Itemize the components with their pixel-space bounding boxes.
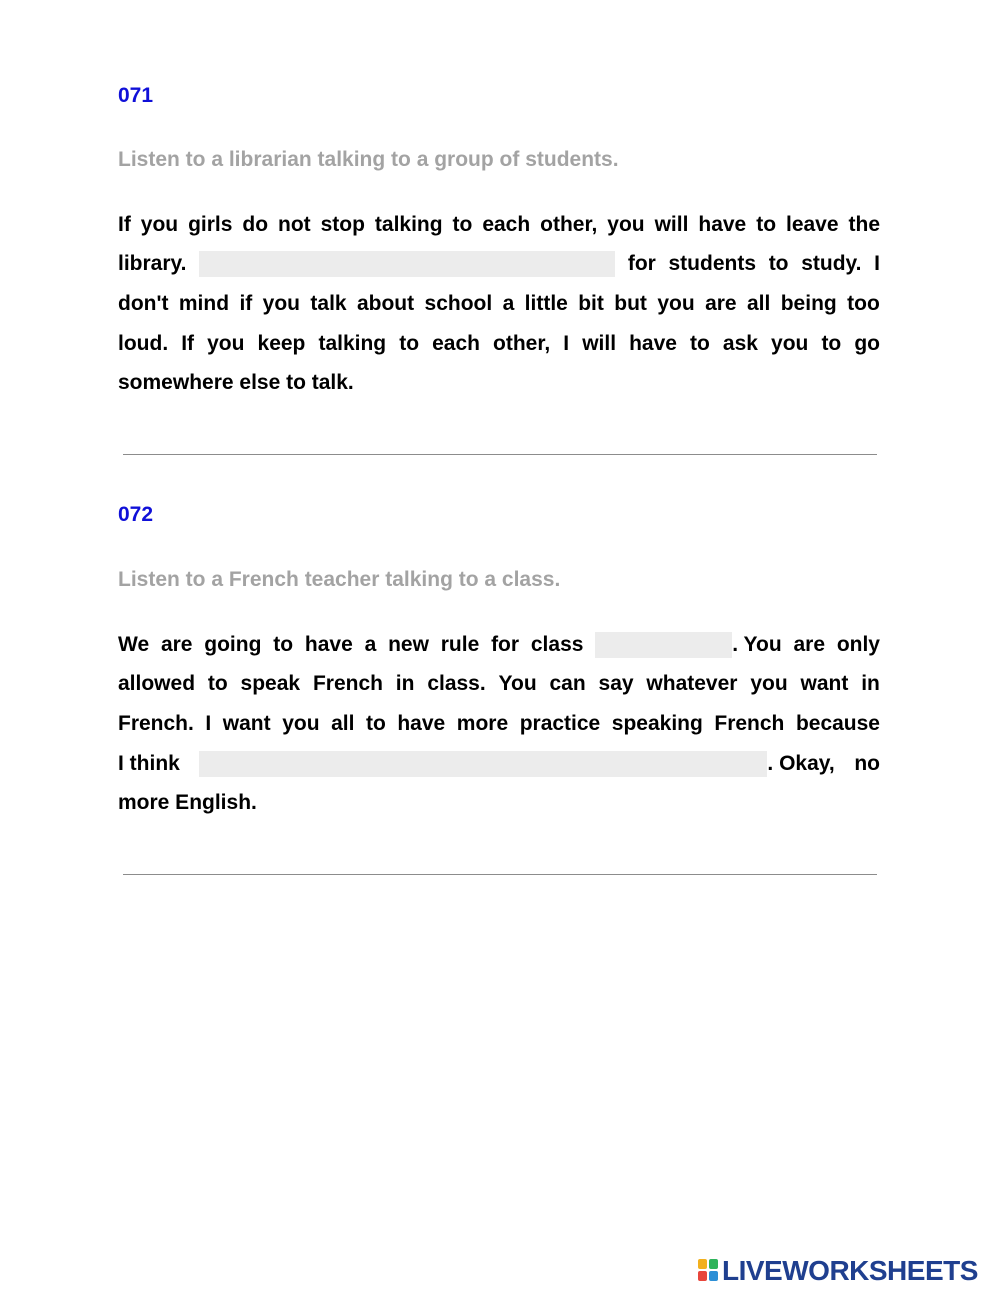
word: to <box>207 672 228 695</box>
passage-line <box>118 244 880 283</box>
word: to <box>768 252 789 275</box>
word: will <box>582 332 617 355</box>
logo-text: LIVEWORKSHEETS <box>722 1255 978 1286</box>
word: you <box>262 292 300 315</box>
word: have <box>698 213 747 236</box>
word: you <box>750 672 788 695</box>
word: new <box>388 633 429 656</box>
word: talking <box>374 213 443 236</box>
answer-blank[interactable] <box>199 751 767 777</box>
word: going <box>204 633 262 656</box>
word: being <box>780 292 837 315</box>
word: can <box>549 672 586 695</box>
word: to <box>365 712 386 735</box>
liveworksheets-logo-icon <box>698 1259 720 1283</box>
word: to <box>756 213 777 236</box>
word: allowed <box>118 672 196 695</box>
word: no <box>854 752 880 775</box>
section-divider <box>123 454 877 455</box>
word: . Okay, <box>767 752 835 775</box>
word: more <box>456 712 509 735</box>
word: loud. <box>118 332 169 355</box>
word: about <box>356 292 415 315</box>
word: French <box>312 672 383 695</box>
word: library. <box>118 252 187 275</box>
word: a <box>364 633 377 656</box>
passage-line <box>118 664 880 703</box>
word: You <box>498 672 537 695</box>
passage-line <box>118 324 880 363</box>
word: all <box>331 712 355 735</box>
word: to <box>690 332 710 355</box>
passage-line: more English. <box>118 791 257 814</box>
word: other, <box>493 332 551 355</box>
passage-line <box>118 205 880 244</box>
word: are <box>705 292 737 315</box>
word: talking <box>318 332 387 355</box>
passage-line <box>118 625 880 664</box>
word: ask <box>722 332 758 355</box>
word: want <box>222 712 271 735</box>
word: speaking <box>611 712 703 735</box>
word: students <box>668 252 757 275</box>
word: you <box>771 332 809 355</box>
word: to <box>452 213 473 236</box>
word: have <box>397 712 446 735</box>
word: for <box>491 633 520 656</box>
word: other, <box>540 213 598 236</box>
word: do <box>242 213 269 236</box>
word: rule <box>440 633 480 656</box>
word: class. <box>427 672 486 695</box>
word: will <box>654 213 689 236</box>
word: class <box>530 633 584 656</box>
word: I <box>874 252 880 275</box>
passage-line: somewhere else to talk. <box>118 371 354 394</box>
word: If <box>118 213 131 236</box>
passage-line <box>118 284 880 323</box>
word: don't <box>118 292 169 315</box>
word: If <box>181 332 195 355</box>
word: keep <box>257 332 306 355</box>
word: you <box>607 213 645 236</box>
word: but <box>614 292 647 315</box>
passage-line <box>118 704 880 743</box>
word: you <box>140 213 179 236</box>
question-number: 072 <box>118 503 154 526</box>
word: French <box>714 712 785 735</box>
word: for <box>627 252 656 275</box>
word: bit <box>578 292 604 315</box>
liveworksheets-logo <box>698 1256 978 1286</box>
word: are <box>793 633 825 656</box>
word: the <box>848 213 880 236</box>
word: too <box>847 292 880 315</box>
blank-group <box>595 625 781 664</box>
word: because <box>795 712 880 735</box>
word: I <box>205 712 212 735</box>
blank-group <box>199 744 834 783</box>
word: practice <box>519 712 601 735</box>
answer-blank[interactable] <box>199 251 615 277</box>
passage-line <box>118 744 880 783</box>
word: you <box>207 332 245 355</box>
word: each <box>432 332 480 355</box>
instruction-text: Listen to a librarian talking to a group of students. <box>118 148 619 171</box>
word: girls <box>188 213 233 236</box>
instruction-text: Listen to a French teacher talking to a class. <box>118 568 561 591</box>
answer-blank[interactable] <box>595 632 732 658</box>
word: have <box>304 633 353 656</box>
question-number: 071 <box>118 84 154 107</box>
word: you <box>657 292 695 315</box>
word: are <box>160 633 193 656</box>
word: speak <box>240 672 301 695</box>
word: want <box>800 672 849 695</box>
word: only <box>836 633 880 656</box>
word: have <box>629 332 677 355</box>
word: little <box>524 292 568 315</box>
word: I think <box>118 752 180 775</box>
word: I <box>563 332 570 355</box>
word: to <box>821 332 842 355</box>
word: to <box>273 633 294 656</box>
word: you <box>282 712 320 735</box>
word: French. <box>118 712 194 735</box>
word: to <box>399 332 420 355</box>
word: in <box>861 672 880 695</box>
word: whatever <box>646 672 738 695</box>
word: all <box>746 292 771 315</box>
word: a <box>502 292 515 315</box>
word: school <box>424 292 493 315</box>
word: in <box>395 672 415 695</box>
word: not <box>278 213 311 236</box>
word: leave <box>785 213 839 236</box>
word: if <box>239 292 253 315</box>
word: mind <box>178 292 230 315</box>
word: talk <box>310 292 347 315</box>
section-divider <box>123 874 877 875</box>
word: stop <box>320 213 365 236</box>
word: each <box>482 213 531 236</box>
word: say <box>598 672 634 695</box>
word: . You <box>732 633 782 656</box>
word: study. <box>801 252 862 275</box>
word: go <box>854 332 880 355</box>
word: We <box>118 633 150 656</box>
